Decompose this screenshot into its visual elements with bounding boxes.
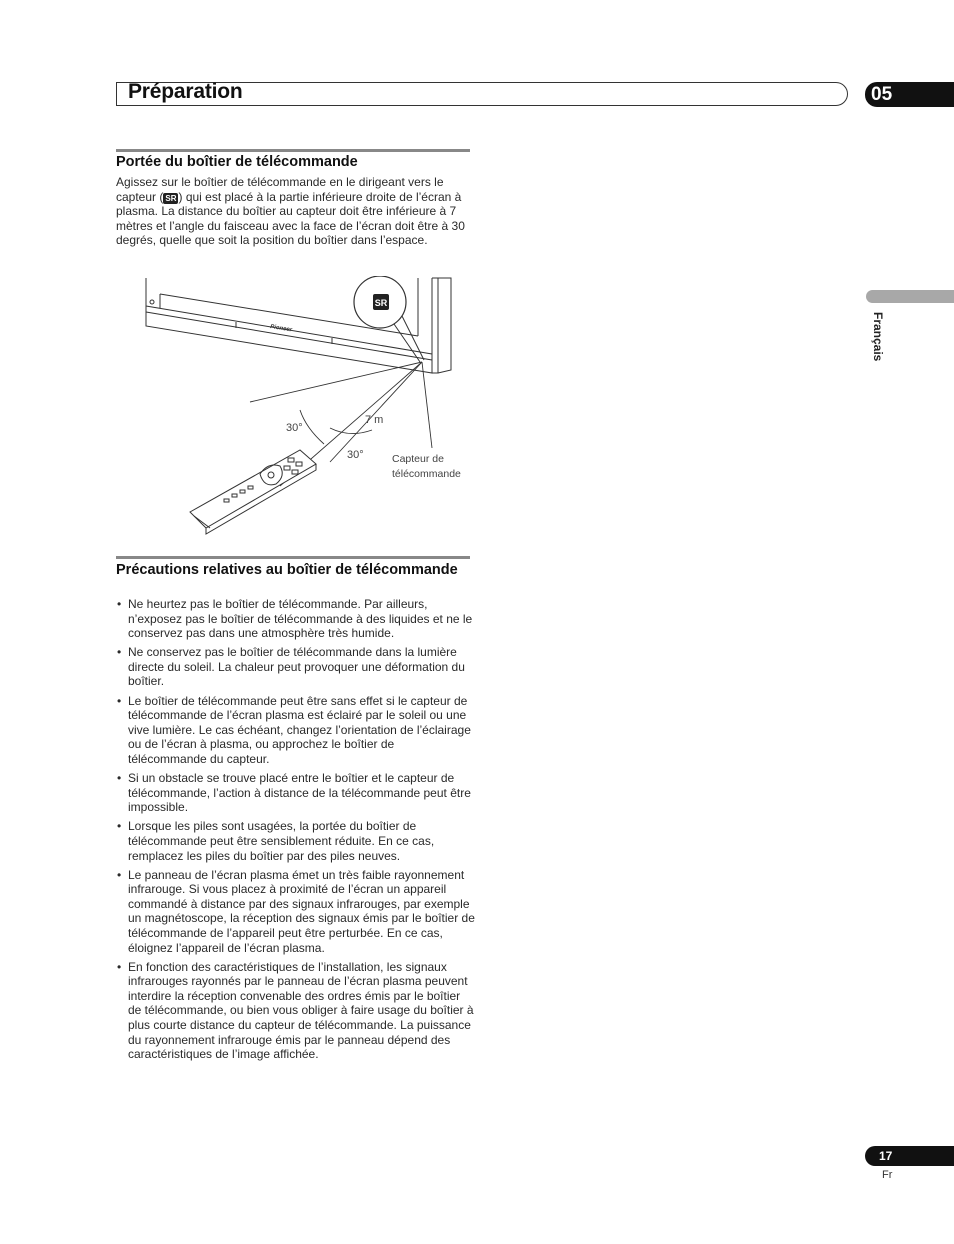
range-paragraph-end: ) qui est placé à la partie inférieure droite de l’écran à plasma. La distance du boîtier au capteur doit être inférieure à 7 mètres et l’angle du faisceau avec la face de l’écran doit être à 30 degrés, quelle que soit la position du boîtier dans l’espace.	[116, 189, 465, 248]
language-side-tab	[866, 290, 954, 303]
sensor-label-line2: télécommande	[392, 468, 461, 480]
sensor-label-line1: Capteur de	[392, 453, 444, 465]
section-rule-precautions	[116, 556, 470, 559]
magnifier-sr-label: SR	[374, 298, 388, 308]
section-rule-range	[116, 149, 470, 152]
list-item: • Le boîtier de télécommande peut être sans effet si le capteur de télécommande de l’écran plasma est éclairé par le soleil ou une vive lumière. Le cas échéant, changez l’orientation de l’éclairage ou de l’écran à plasma, ou approchez le boîtier de télécommande du capteur.	[116, 694, 476, 767]
plasma-display-illustration	[146, 278, 451, 373]
list-item: • Le panneau de l’écran plasma émet un très faible rayonnement infrarouge. Si vous placez à proximité de l’écran un appareil commandé à distance par des signaux infrarouges, par exemple un magnétoscope, la réception des signaux émis par le boîtier de télécommande de l’appareil peut être perturbée. En ce cas, éloignez l’appareil de l’écran plasma.	[116, 868, 476, 956]
list-item: • Si un obstacle se trouve placé entre le boîtier et le capteur de télécommande, l’action à distance de la télécommande peut être impossible.	[116, 771, 476, 815]
list-item: • En fonction des caractéristiques de l’installation, les signaux infrarouges rayonnés par le panneau de l’écran plasma peuvent interdire la réception convenable des ordres émis par le boîtier de télécommande, ou bien vous obliger à faire usage du boîtier à plus courte distance du capteur de télécommande. La puissance du rayonnement infrarouge émis par le panneau dépend des caractéristiques de l’image affichée.	[116, 960, 476, 1062]
angle-left-label: 30°	[286, 422, 303, 434]
distance-label: 7 m	[365, 414, 384, 426]
range-paragraph-start: Agissez sur le boîtier de télécommande en le dirigeant vers le capteur (	[116, 175, 444, 204]
section-title-precautions: Précautions relatives au boîtier de télécommande	[116, 562, 458, 578]
page-language-code: Fr	[882, 1169, 893, 1181]
section-title-range: Portée du boîtier de télécommande	[116, 154, 358, 170]
precautions-list	[116, 597, 476, 1066]
page-number: 17	[865, 1146, 954, 1166]
brand-logo: Pioneer	[269, 324, 293, 334]
list-item: • Ne heurtez pas le boîtier de télécommande. Par ailleurs, n’exposez pas le boîtier de télécommande à des liquides et ne le conservez pas dans une atmosphère très humide.	[116, 597, 476, 641]
list-item: • Lorsque les piles sont usagées, la portée du boîtier de télécommande peut être sensiblement réduite. En ce cas, remplacez les piles du boîtier par des piles neuves.	[116, 819, 476, 863]
remote-range-diagram	[140, 276, 480, 538]
chapter-number-tab: 05	[865, 82, 954, 107]
remote-control-illustration	[190, 450, 316, 534]
range-paragraph	[116, 175, 474, 248]
language-side-label: Français	[871, 312, 885, 362]
angle-right-label: 30°	[347, 449, 364, 461]
page-title: Préparation	[128, 80, 243, 103]
list-item: • Ne conservez pas le boîtier de télécommande dans la lumière directe du soleil. La chaleur peut provoquer une déformation du boîtier.	[116, 645, 476, 689]
sr-sensor-icon: SR	[165, 193, 177, 203]
